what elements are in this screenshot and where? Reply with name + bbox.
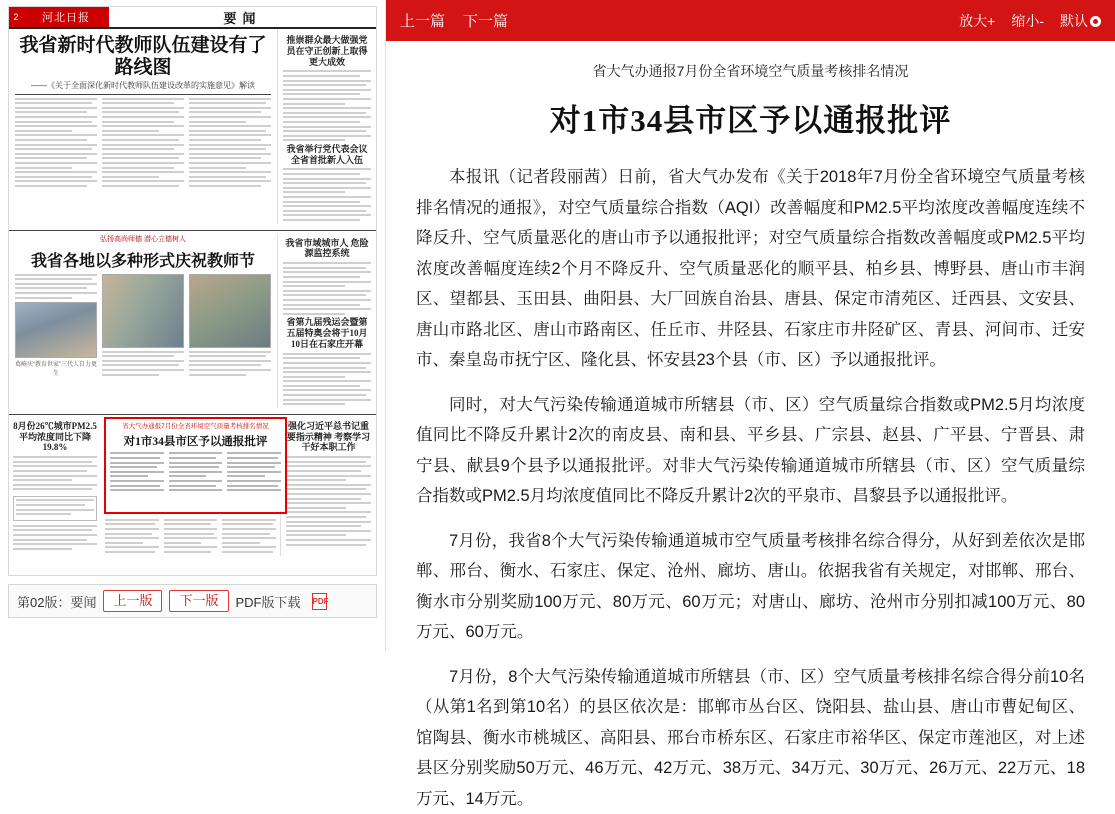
headline-main: 我省新时代教师队伍建设有了路线图 [19, 35, 267, 78]
text-column [189, 274, 271, 379]
article-nav [400, 10, 508, 31]
headline-kicker-2: 弘扬高尚师德 潜心立德树人 [100, 235, 186, 243]
article-paragraph: 7月份，8个大气污染传输通道城市所辖县（市、区）空气质量考核排名综合得分前10名（从第1名到第10名）的县区依次是：邯郸市丛台区、饶阳县、盐山县、唐山市曹妃甸区、馆陶县、衡水市桃城区、高阳县、邢台市桥东区、石家庄市裕华区、保定市莲池区，对上述县区分别奖励50万元、46万元、42万元、38万元、34万元、30万元、26万元、22万元、18万元、14万元。 [416, 667, 1085, 808]
article-photo [189, 274, 271, 348]
sidebar-headline-3: 省第九届残运会暨第五届特奥会将于10月10日在石家庄开幕 [286, 317, 368, 349]
masthead-section: 要闻 [223, 10, 262, 26]
text-column [15, 98, 97, 190]
sidebar-headline-left-bottom: 8月份26℃城市PM2.5平均浓度同比下降19.8% [13, 420, 97, 453]
next-page-button[interactable]: 下一版 [169, 590, 228, 612]
article-content [386, 41, 1115, 814]
text-columns-bottom [105, 519, 276, 556]
article-body [416, 162, 1085, 814]
text-columns-top [9, 98, 277, 190]
text-column [105, 519, 159, 556]
zoom-default-label: 默认 [1060, 12, 1088, 29]
pdf-icon[interactable]: PDF [312, 593, 327, 610]
selected-article-columns [110, 452, 281, 493]
photo-caption: 葛崎庆“教育世家”三代人自力更生 [15, 361, 97, 377]
masthead-page-number: 2 [9, 7, 23, 27]
text-column [189, 98, 271, 190]
zoom-out-button[interactable]: 缩小- [1011, 12, 1044, 29]
prev-article-button[interactable]: 上一篇 [400, 13, 446, 30]
article-photo [15, 302, 97, 358]
prev-page-button[interactable]: 上一版 [103, 590, 162, 612]
page-toolbar [8, 584, 377, 618]
article-kicker: 省大气办通报7月份全省环境空气质量考核排名情况 [592, 63, 909, 79]
sidebar-headline-4: 强化习近平总书记重要指示精神 考察学习干好本职工作 [286, 420, 371, 453]
masthead-logo: 河北日报 [23, 7, 109, 27]
text-column [222, 519, 276, 556]
target-dot-icon [1090, 16, 1101, 27]
text-column [102, 98, 184, 190]
newspaper-masthead [9, 7, 376, 29]
article-photo [102, 274, 184, 348]
zoom-default-button[interactable] [1060, 11, 1101, 31]
newspaper-preview-panel [0, 0, 385, 651]
sidebar-headline-2: 我省市域城市人 危险源监控系统 [285, 237, 369, 259]
newspaper-page-image[interactable] [8, 6, 377, 576]
ad-box [13, 496, 97, 520]
selected-article-kicker: 省大气办通报7月份全省环境空气质量考核排名情况 [122, 423, 269, 430]
text-column [110, 452, 164, 493]
article-paragraph: 同时，对大气污染传输通道城市所辖县（市、区）空气质量综合指数或PM2.5月均浓度值同比不降反升累计2次的南皮县、南和县、平乡县、广宗县、赵县、广平县、宁晋县、肃宁县、献县9个县予以通报批评。对非大气污染传输通道城市所辖县（市、区）空气质量综合指数或PM2.5月均浓度值同比不降反升累计2次的平泉市、昌黎县予以通报批评。 [416, 395, 1085, 506]
sidebar-headline-top: 推崇群众最大做强党员在守正创新上取得更大成效 [286, 35, 368, 67]
article-toolbar [386, 0, 1115, 41]
current-page-label: 第02版：要闻 [17, 594, 97, 610]
zoom-in-button[interactable]: 放大+ [959, 12, 996, 29]
text-column [15, 274, 97, 379]
headline-secondary: 我省各地以多种形式庆祝教师节 [30, 252, 255, 270]
selected-article-region[interactable] [106, 420, 285, 511]
article-panel [386, 0, 1115, 808]
article-paragraph: 本报讯（记者段丽茜）日前，省大气办发布《关于2018年7月份全省环境空气质量考核排名情况的通报》，对空气质量综合指数（AQI）改善幅度和PM2.5平均浓度改善幅度连续不降反升、空气质量恶化的唐山市予以通报批评；对空气质量综合指数改善幅度或PM2.5平均浓度改善幅度连续2个月不降反升、空气质量恶化的顺平县、柏乡县、博野县、唐山市丰润区、望都县、玉田县、曲阳县、大厂回族自治县、唐县、保定市清苑区、迁西县、文安县、唐山市路北区、唐山市路南区、任丘市、井陉县、石家庄市井陉矿区、青县、河间市、迁安市、秦皇岛市抚宁区、隆化县、怀安县23个县（市、区）予以通报批评。 [416, 168, 1085, 370]
text-column [169, 452, 223, 493]
text-column [164, 519, 218, 556]
headline-subtitle: ——《关于全面深化新时代教师队伍建设改革的实施意见》解读 [15, 80, 271, 95]
pdf-download-link[interactable]: PDF版下载 [235, 594, 301, 610]
text-column [102, 274, 184, 379]
selected-article-title: 对1市34县市区予以通报批评 [123, 436, 268, 449]
article-paragraph: 7月份，我省8个大气污染传输通道城市空气质量考核排名综合得分，从好到差依次是邯郸、邢台、衡水、石家庄、保定、沧州、廊坊、唐山。依据我省有关规定，对邯郸、邢台、衡水市分别奖励100万元、80万元、60万元；对唐山、廊坊、沧州市分别扣减100万元、80万元、60万元。 [416, 531, 1085, 642]
next-article-button[interactable]: 下一篇 [463, 13, 509, 30]
sidebar-headline-1: 我省举行党代表会议 全省首批新人入伍 [286, 143, 368, 165]
text-columns-mid [9, 274, 277, 379]
text-column [227, 452, 281, 493]
article-title: 对1市34县市区予以通报批评 [549, 103, 952, 138]
zoom-controls [959, 11, 1101, 31]
